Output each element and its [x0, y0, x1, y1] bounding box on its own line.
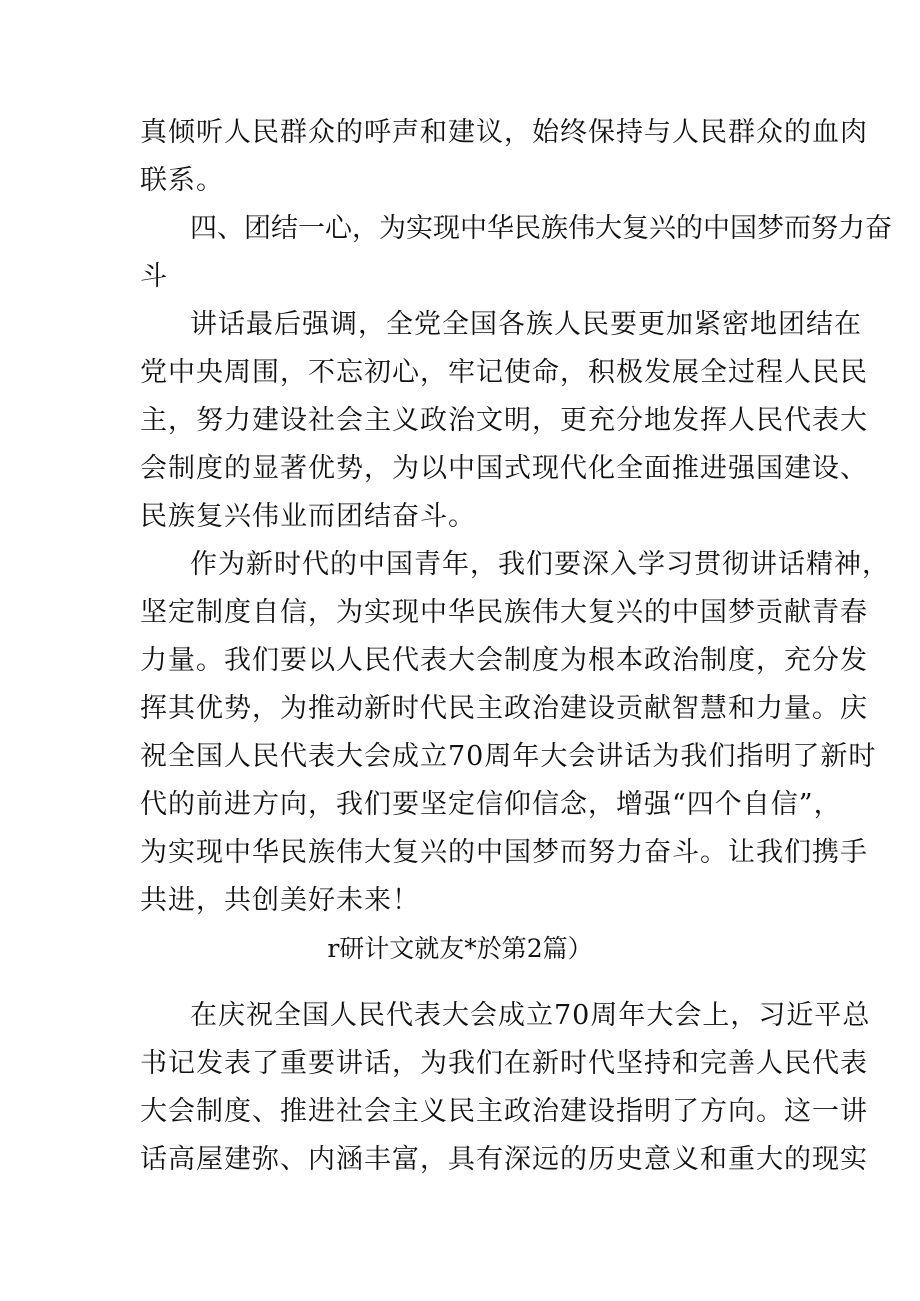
text-line: 会制度的显著优势，为以中国式现代化全面推进强国建设、	[140, 453, 868, 484]
text-line: 共进，共创美好未来！	[140, 885, 420, 916]
text-line: 挥其优势，为推动新时代民主政治建设贡献智慧和力量。庆	[140, 693, 868, 724]
text-line: 话高屋建弥、内涵丰富，具有深远的历史意义和重大的现实	[140, 1144, 868, 1175]
text-line: 主，努力建设社会主义政治文明，更充分地发挥人民代表大	[140, 405, 868, 436]
section-heading-continued: 斗	[140, 261, 167, 292]
text-line: 民族复兴伟业而团结奋斗。	[140, 501, 476, 532]
text-line: 力量。我们要以人民代表大会制度为根本政治制度，充分发	[140, 645, 868, 676]
text-line: 大会制度、推进社会主义民主政治建设指明了方向。这一讲	[140, 1096, 868, 1127]
paragraph-start: 在庆祝全国人民代表大会成立70周年大会上，习近平总	[190, 1000, 871, 1031]
text-line: 为实现中华民族伟大复兴的中国梦而努力奋斗。让我们携手	[140, 837, 868, 868]
text-line: 代的前进方向，我们要坚定信仰信念，增强“四个自信”，	[140, 789, 842, 820]
text-line: 祝全国人民代表大会成立70周年大会讲话为我们指明了新时	[140, 741, 877, 772]
article-title: r研计文就友*於第2篇）	[327, 934, 593, 963]
text-line: 坚定制度自信，为实现中华民族伟大复兴的中国梦贡献青春	[140, 597, 868, 628]
paragraph-start: 讲话最后强调，全党全国各族人民要更加紧密地团结在	[190, 309, 862, 340]
text-line: 联系。	[140, 165, 224, 196]
text-line: 真倾听人民群众的呼声和建议，始终保持与人民群众的血肉	[140, 117, 868, 148]
text-line: 党中央周围，不忘初心，牢记使命，积极发展全过程人民民	[140, 357, 868, 388]
paragraph-start: 作为新时代的中国青年，我们要深入学习贯彻讲话精神，	[190, 549, 890, 580]
text-line: 书记发表了重要讲话，为我们在新时代坚持和完善人民代表	[140, 1048, 868, 1079]
section-heading: 四、团结一心，为实现中华民族伟大复兴的中国梦而努力奋	[190, 213, 892, 244]
